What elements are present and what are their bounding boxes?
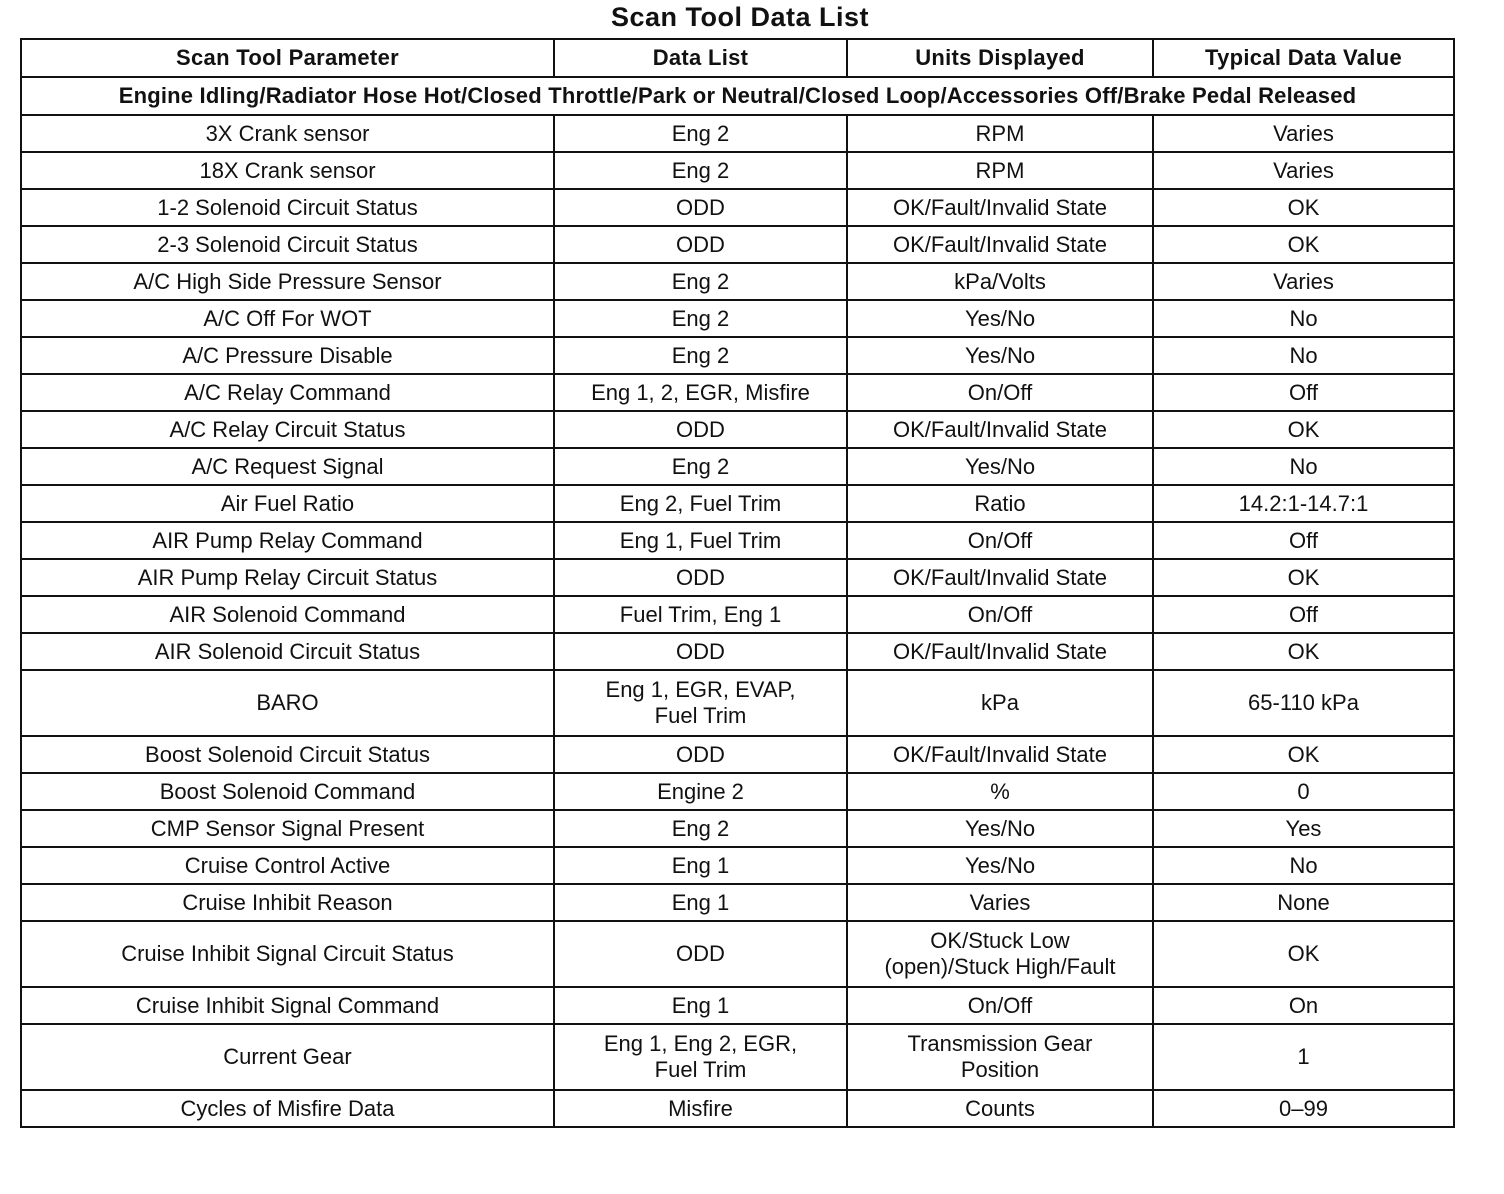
parameter-cell: Air Fuel Ratio: [21, 485, 554, 522]
typical-value-cell: Varies: [1153, 152, 1454, 189]
units-cell-line: (open)/Stuck High/Fault: [884, 954, 1116, 979]
typical-value-cell: On: [1153, 987, 1454, 1024]
units-cell: Yes/No: [847, 847, 1153, 884]
parameter-cell: 1-2 Solenoid Circuit Status: [21, 189, 554, 226]
data-list-cell: Eng 2: [554, 300, 847, 337]
units-cell: %: [847, 773, 1153, 810]
parameter-cell: BARO: [21, 670, 554, 736]
units-cell: OK/Fault/Invalid State: [847, 736, 1153, 773]
units-cell: OK/Fault/Invalid State: [847, 226, 1153, 263]
typical-value-cell: Off: [1153, 374, 1454, 411]
header-units: Units Displayed: [847, 39, 1153, 77]
parameter-cell: A/C Request Signal: [21, 448, 554, 485]
data-list-cell-line: Fuel Trim: [654, 1057, 747, 1082]
data-list-cell: Eng 2: [554, 152, 847, 189]
parameter-cell: 18X Crank sensor: [21, 152, 554, 189]
table-row: [21, 485, 1454, 522]
units-cell: Varies: [847, 884, 1153, 921]
data-list-cell: [554, 1024, 847, 1090]
parameter-cell: Cruise Inhibit Signal Command: [21, 987, 554, 1024]
data-list-cell: Misfire: [554, 1090, 847, 1127]
parameter-cell: CMP Sensor Signal Present: [21, 810, 554, 847]
parameter-cell: AIR Solenoid Command: [21, 596, 554, 633]
parameter-cell: Cruise Control Active: [21, 847, 554, 884]
data-list-cell: ODD: [554, 189, 847, 226]
typical-value-cell: No: [1153, 847, 1454, 884]
table-row: [21, 884, 1454, 921]
units-cell: OK/Fault/Invalid State: [847, 411, 1153, 448]
data-list-cell: ODD: [554, 559, 847, 596]
table-row: [21, 736, 1454, 773]
units-cell: kPa/Volts: [847, 263, 1153, 300]
units-cell: RPM: [847, 152, 1153, 189]
table-row: [21, 847, 1454, 884]
units-cell: RPM: [847, 115, 1153, 152]
test-condition: Engine Idling/Radiator Hose Hot/Closed Throttle/Park or Neutral/Closed Loop/Accessories Off/Brake Pedal Released: [21, 77, 1454, 115]
units-cell: Yes/No: [847, 300, 1153, 337]
table-row: [21, 1090, 1454, 1127]
table-row: [21, 1024, 1454, 1090]
units-cell: On/Off: [847, 374, 1153, 411]
data-list-cell: Eng 2: [554, 115, 847, 152]
table-row: [21, 987, 1454, 1024]
table-row: [21, 596, 1454, 633]
units-cell: On/Off: [847, 522, 1153, 559]
table-row: [21, 337, 1454, 374]
data-list-cell: Eng 2, Fuel Trim: [554, 485, 847, 522]
condition-row: [21, 77, 1454, 115]
data-list-cell: Eng 1, 2, EGR, Misfire: [554, 374, 847, 411]
parameter-cell: 3X Crank sensor: [21, 115, 554, 152]
parameter-cell: Cruise Inhibit Reason: [21, 884, 554, 921]
units-cell: On/Off: [847, 987, 1153, 1024]
units-cell: OK/Fault/Invalid State: [847, 633, 1153, 670]
table-row: [21, 773, 1454, 810]
parameter-cell: Current Gear: [21, 1024, 554, 1090]
data-list-cell: ODD: [554, 921, 847, 987]
table-row: [21, 152, 1454, 189]
typical-value-cell: OK: [1153, 559, 1454, 596]
data-list-cell: Fuel Trim, Eng 1: [554, 596, 847, 633]
typical-value-cell: OK: [1153, 411, 1454, 448]
units-cell: OK/Fault/Invalid State: [847, 189, 1153, 226]
data-list-cell: Eng 2: [554, 448, 847, 485]
typical-value-cell: No: [1153, 337, 1454, 374]
parameter-cell: AIR Solenoid Circuit Status: [21, 633, 554, 670]
units-cell: [847, 921, 1153, 987]
typical-value-cell: Varies: [1153, 263, 1454, 300]
parameter-cell: Cycles of Misfire Data: [21, 1090, 554, 1127]
page-title: Scan Tool Data List: [610, 2, 870, 32]
table-row: [21, 411, 1454, 448]
data-list-cell: [554, 670, 847, 736]
parameter-cell: Boost Solenoid Circuit Status: [21, 736, 554, 773]
table-row: [21, 448, 1454, 485]
units-cell: OK/Fault/Invalid State: [847, 559, 1153, 596]
parameter-cell: 2-3 Solenoid Circuit Status: [21, 226, 554, 263]
parameter-cell: A/C Pressure Disable: [21, 337, 554, 374]
data-list-cell: Engine 2: [554, 773, 847, 810]
typical-value-cell: 0: [1153, 773, 1454, 810]
parameter-cell: A/C High Side Pressure Sensor: [21, 263, 554, 300]
units-cell: Counts: [847, 1090, 1153, 1127]
parameter-cell: AIR Pump Relay Circuit Status: [21, 559, 554, 596]
table-row: [21, 559, 1454, 596]
typical-value-cell: No: [1153, 448, 1454, 485]
data-list-cell: ODD: [554, 226, 847, 263]
header-parameter: Scan Tool Parameter: [21, 39, 554, 77]
units-cell: [847, 1024, 1153, 1090]
table-row: [21, 670, 1454, 736]
typical-value-cell: OK: [1153, 736, 1454, 773]
units-cell: Yes/No: [847, 448, 1153, 485]
table-row: [21, 226, 1454, 263]
typical-value-cell: Yes: [1153, 810, 1454, 847]
typical-value-cell: 65-110 kPa: [1153, 670, 1454, 736]
typical-value-cell: Varies: [1153, 115, 1454, 152]
parameter-cell: Boost Solenoid Command: [21, 773, 554, 810]
data-list-cell: Eng 2: [554, 337, 847, 374]
data-list-cell: ODD: [554, 411, 847, 448]
data-list-cell-line: Fuel Trim: [654, 703, 747, 728]
table-body: [21, 77, 1454, 1127]
header-typical-value: Typical Data Value: [1153, 39, 1454, 77]
table-row: [21, 921, 1454, 987]
typical-value-cell: OK: [1153, 189, 1454, 226]
data-list-cell: Eng 1: [554, 847, 847, 884]
typical-value-cell: OK: [1153, 921, 1454, 987]
units-cell-line: Transmission Gear: [907, 1031, 1093, 1056]
header-row: [21, 39, 1454, 77]
table-row: [21, 263, 1454, 300]
parameter-cell: A/C Off For WOT: [21, 300, 554, 337]
typical-value-cell: No: [1153, 300, 1454, 337]
parameter-cell: A/C Relay Command: [21, 374, 554, 411]
typical-value-cell: None: [1153, 884, 1454, 921]
units-cell: Yes/No: [847, 810, 1153, 847]
data-list-cell: Eng 2: [554, 810, 847, 847]
units-cell: Ratio: [847, 485, 1153, 522]
data-list-cell: Eng 2: [554, 263, 847, 300]
data-list-cell: Eng 1: [554, 884, 847, 921]
parameter-cell: A/C Relay Circuit Status: [21, 411, 554, 448]
typical-value-cell: 1: [1153, 1024, 1454, 1090]
data-list-cell: ODD: [554, 633, 847, 670]
units-cell: On/Off: [847, 596, 1153, 633]
parameter-cell: AIR Pump Relay Command: [21, 522, 554, 559]
table-row: [21, 115, 1454, 152]
table-row: [21, 300, 1454, 337]
data-list-cell: Eng 1, Fuel Trim: [554, 522, 847, 559]
typical-value-cell: Off: [1153, 596, 1454, 633]
data-list-cell: Eng 1: [554, 987, 847, 1024]
header-data-list: Data List: [554, 39, 847, 77]
units-cell-line: OK/Stuck Low: [930, 928, 1070, 953]
typical-value-cell: 14.2:1-14.7:1: [1153, 485, 1454, 522]
parameter-cell: Cruise Inhibit Signal Circuit Status: [21, 921, 554, 987]
units-cell-line: Position: [960, 1057, 1040, 1082]
data-list-cell-line: Eng 1, Eng 2, EGR,: [603, 1031, 798, 1056]
scan-tool-data-table: [20, 38, 1455, 1128]
table-row: [21, 522, 1454, 559]
data-list-cell: ODD: [554, 736, 847, 773]
data-list-cell-line: Eng 1, EGR, EVAP,: [605, 677, 796, 702]
units-cell: kPa: [847, 670, 1153, 736]
typical-value-cell: OK: [1153, 226, 1454, 263]
typical-value-cell: Off: [1153, 522, 1454, 559]
typical-value-cell: OK: [1153, 633, 1454, 670]
table-row: [21, 810, 1454, 847]
table-row: [21, 189, 1454, 226]
units-cell: Yes/No: [847, 337, 1153, 374]
table-row: [21, 374, 1454, 411]
table-row: [21, 633, 1454, 670]
typical-value-cell: 0–99: [1153, 1090, 1454, 1127]
